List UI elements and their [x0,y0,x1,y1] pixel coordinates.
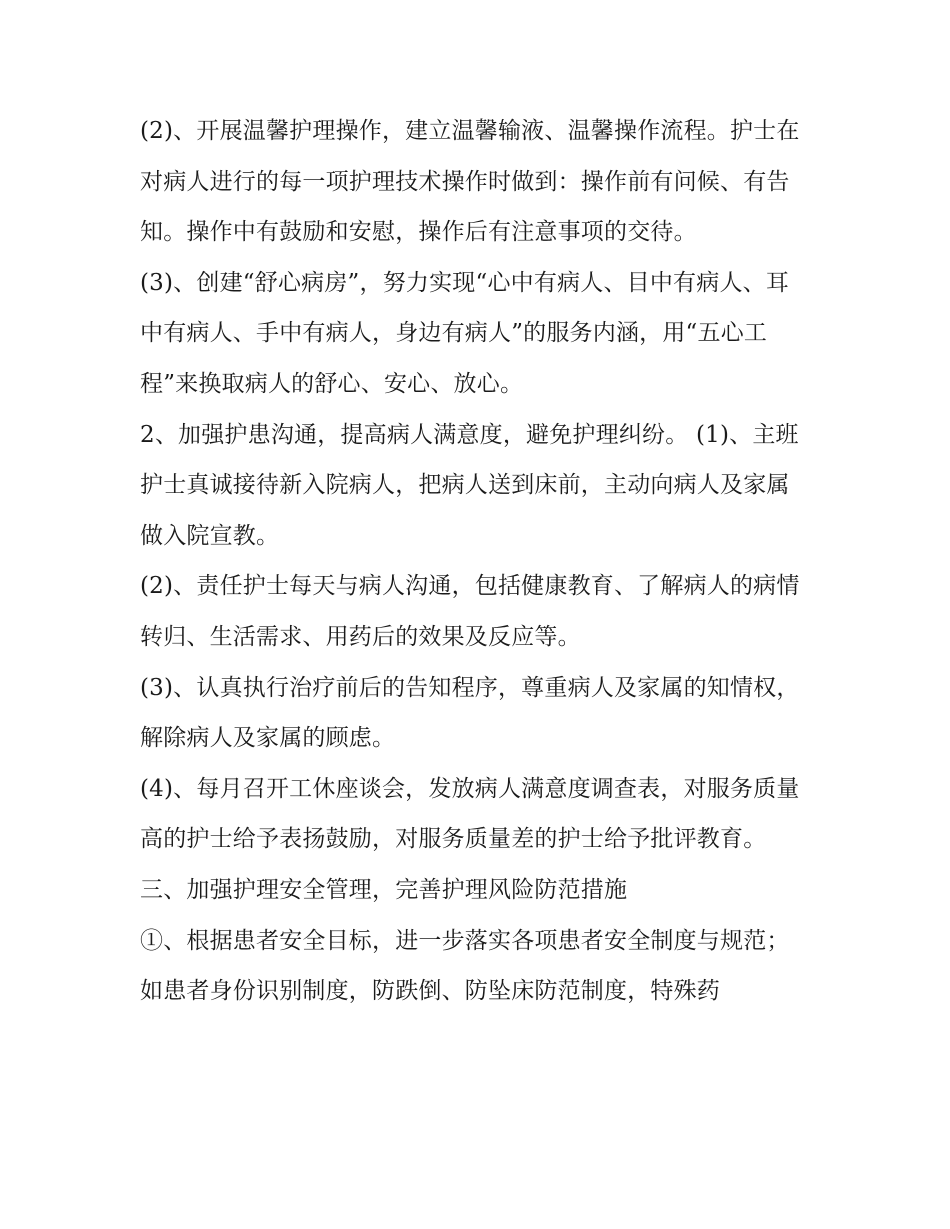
paragraph-safety-goals: ①、根据患者安全目标，进一步落实各项患者安全制度与规范；如患者身份识别制度，防跌倒、防坠床防范制度，特殊药 [140,927,790,1005]
paragraph-comfort-ward: (3)、创建“舒心病房”，努力实现“心中有病人、目中有病人、耳中有病人、手中有病人，身边有病人”的服务内涵，用“五心工程”来换取病人的舒心、安心、放心。 [140,269,790,397]
section-heading-safety: 三、加强护理安全管理，完善护理风险防范措施 [140,876,628,903]
paragraph-warm-nursing: (2)、开展温馨护理操作，建立温馨输液、温馨操作流程。护士在对病人进行的每一项护理技术操作时做到：操作前有问候、有告知。操作中有鼓励和安慰，操作后有注意事项的交待。 [140,118,800,246]
paragraph-informed-consent: (3)、认真执行治疗前后的告知程序，尊重病人及家属的知情权，解除病人及家属的顾虑。 [140,674,800,752]
paragraph-monthly-meeting: (4)、每月召开工休座谈会，发放病人满意度调查表，对服务质量高的护士给予表扬鼓励，对服务质量差的护士给予批评教育。 [140,775,800,853]
paragraph-daily-communication: (2)、责任护士每天与病人沟通，包括健康教育、了解病人的病情转归、生活需求、用药后的效果及反应等。 [140,573,800,650]
paragraph-communication: 2、加强护患沟通，提高病人满意度，避免护理纠纷。 (1)、主班护士真诚接待新入院病人，把病人送到床前，主动向病人及家属做入院宣教。 [140,421,799,549]
document-body [140,106,812,1017]
